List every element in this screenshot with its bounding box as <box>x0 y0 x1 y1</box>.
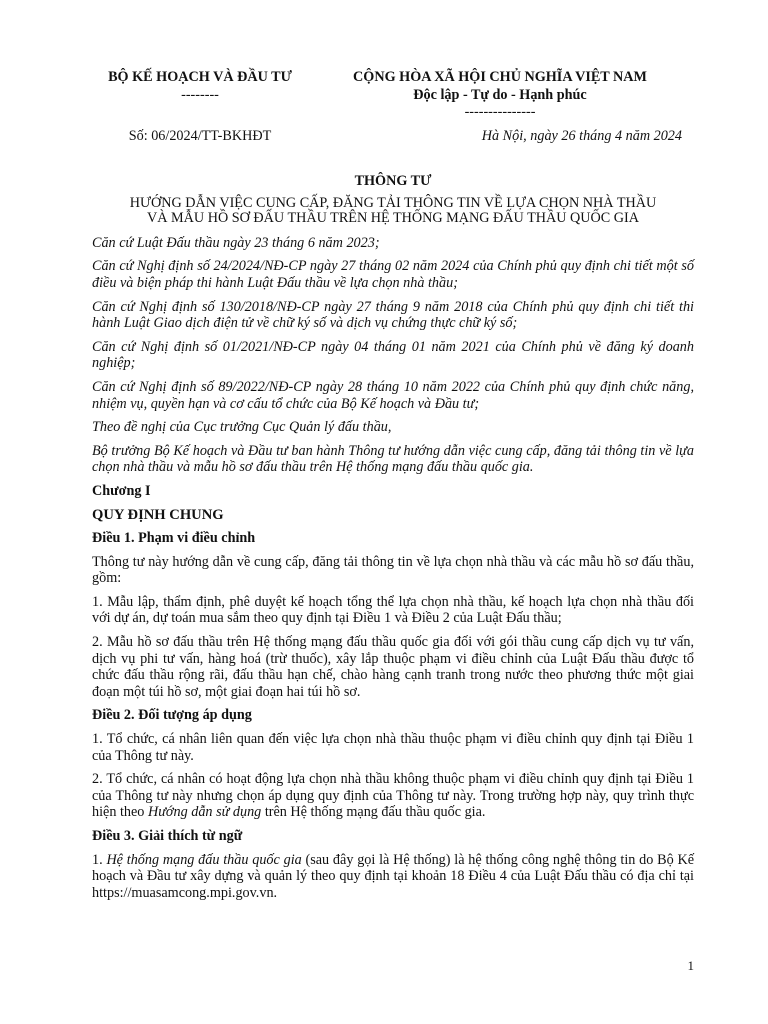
article-3-item-1 <box>92 852 694 902</box>
article-1-intro: Thông tư này hướng dẫn về cung cấp, đăng tải thông tin về lựa chọn nhà thầu và các mẫu hồ sơ đấu thầu, gồm: <box>92 553 694 587</box>
article-1-title: Điều 1. Phạm vi điều chỉnh <box>92 530 256 547</box>
ministry-name: BỘ KẾ HOẠCH VÀ ĐẦU TƯ <box>108 69 292 85</box>
article-1-item-1: 1. Mẫu lập, thẩm định, phê duyệt kế hoạch tổng thể lựa chọn nhà thầu, kế hoạch lựa chọn nhà thầu đối với dự án, dự toán mua sắm theo quy định tại Điều 1 và Điều 2 của Luật Đấu thầu; <box>92 593 694 627</box>
article-2-item-2-text-a: 2. Tổ chức, cá nhân có hoạt động lựa chọn nhà thầu không thuộc phạm vi điều chỉnh quy định tại Điều 1 của Thông tư này nhưng chọn áp dụng quy định của Thông tư này. Trong trường hợp này, quy trình thực hiện theo <box>92 771 694 821</box>
country-name: CỘNG HÒA XÃ HỘI CHỦ NGHĨA VIỆT NAM <box>353 69 647 85</box>
article-2-item-1: 1. Tổ chức, cá nhân liên quan đến việc lựa chọn nhà thầu thuộc phạm vi điều chỉnh quy định tại Điều 1 của Thông tư này. <box>92 731 694 764</box>
document-subtitle <box>92 196 694 227</box>
motto-rule: --------------- <box>464 104 536 120</box>
subtitle-line-2: VÀ MẪU HỒ SƠ ĐẤU THẦU TRÊN HỆ THỐNG MẠNG ĐẤU THẦU QUỐC GIA <box>147 210 639 227</box>
preamble-item: Bộ trưởng Bộ Kế hoạch và Đầu tư ban hành Thông tư hướng dẫn việc cung cấp, đăng tải thông tin về lựa chọn nhà thầu và mẫu hồ sơ đấu thầu trên Hệ thống mạng đấu thầu quốc gia. <box>92 442 694 476</box>
document-body <box>92 173 694 908</box>
article-1-item-2: 2. Mẫu hồ sơ đấu thầu trên Hệ thống mạng đấu thầu quốc gia đối với gói thầu cung cấp dịch vụ tư vấn, dịch vụ phi tư vấn, hàng hoá (trừ thuốc), xây lắp thuộc phạm vi điều chỉnh của Luật Đấu thầu được tổ chức đấu thầu rộng rãi, đấu thầu hạn chế, chào hàng cạnh tranh trong nước theo phương thức một giai đoạn một túi hồ sơ, một giai đoạn hai túi hồ sơ. <box>92 634 694 700</box>
preamble-item: Căn cứ Nghị định số 130/2018/NĐ-CP ngày 27 tháng 9 năm 2018 của Chính phủ quy định chi tiết thi hành Luật Giao dịch điện tử về chữ ký số và dịch vụ chứng thực chữ ký số; <box>92 298 694 332</box>
article-2-item-2-text-b: trên Hệ thống mạng đấu thầu quốc gia. <box>261 804 486 821</box>
document-type: THÔNG TƯ <box>354 173 432 189</box>
defined-term: Hệ thống mạng đấu thầu quốc gia <box>106 851 302 868</box>
chapter-label: Chương I <box>92 482 151 499</box>
chapter-name: QUY ĐỊNH CHUNG <box>92 506 224 523</box>
article-3-item-1-text: (sau đây gọi là Hệ thống) là hệ thống công nghệ thông tin do Bộ Kế hoạch và Đầu tư xây dựng và quản lý theo quy định tại khoản 18 Điều 4 của Luật Đấu thầu có địa chỉ tại https://muasamcong.mpi.gov.vn. <box>92 851 695 901</box>
preamble-item: Căn cứ Nghị định số 24/2024/NĐ-CP ngày 27 tháng 02 năm 2024 của Chính phủ quy định chi tiết một số điều và biện pháp thi hành Luật Đấu thầu về lựa chọn nhà thầu; <box>92 258 694 291</box>
article-2-item-2 <box>92 771 694 821</box>
preamble-item: Căn cứ Luật Đấu thầu ngày 23 tháng 6 năm 2023; <box>92 234 380 251</box>
place-date: Hà Nội, ngày 26 tháng 4 năm 2024 <box>481 128 682 144</box>
document-number: Số: 06/2024/TT-BKHĐT <box>128 128 272 144</box>
subtitle-line-1: HƯỚNG DẪN VIỆC CUNG CẤP, ĐĂNG TẢI THÔNG TIN VỀ LỰA CHỌN NHÀ THẦU <box>129 194 657 211</box>
national-motto: Độc lập - Tự do - Hạnh phúc <box>413 87 587 103</box>
preamble-item: Căn cứ Nghị định số 89/2022/NĐ-CP ngày 28 tháng 10 năm 2022 của Chính phủ quy định chức năng, nhiệm vụ, quyền hạn và cơ cấu tổ chức của Bộ Kế hoạch và Đầu tư; <box>92 378 694 412</box>
article-3-item-1-number: 1. <box>92 851 107 868</box>
user-guide-reference: Hướng dẫn sử dụng <box>147 804 262 821</box>
page-number: 1 <box>687 958 694 973</box>
ministry-rule: -------- <box>181 87 219 103</box>
article-2-title: Điều 2. Đối tượng áp dụng <box>92 707 252 724</box>
preamble-item: Căn cứ Nghị định số 01/2021/NĐ-CP ngày 04 tháng 01 năm 2021 của Chính phủ về đăng ký doanh nghiệp; <box>92 338 694 372</box>
article-3-title: Điều 3. Giải thích từ ngữ <box>92 828 243 844</box>
preamble-item: Theo đề nghị của Cục trưởng Cục Quản lý đấu thầu, <box>92 419 392 436</box>
